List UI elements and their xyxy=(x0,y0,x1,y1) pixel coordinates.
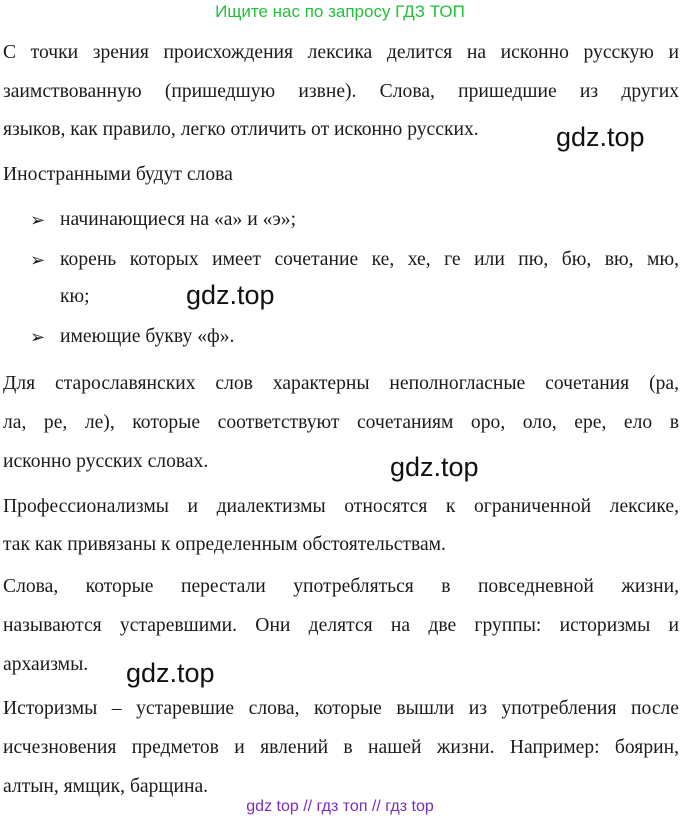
watermark: gdz.top xyxy=(390,452,479,482)
paragraph-line: алтын, ямщик, барщина. xyxy=(3,776,209,797)
bullet-arrow-icon: ➢ xyxy=(30,210,46,230)
bullet-item-continuation: кю; xyxy=(60,286,90,307)
paragraph-line: Профессионализмы и диалектизмы относятся к ограниченной лексике, xyxy=(3,496,679,517)
paragraph-line: Слова, которые перестали употребляться в повседневной жизни, xyxy=(3,576,679,597)
watermark: gdz.top xyxy=(556,122,645,152)
paragraph-line: Иностранными будут слова xyxy=(3,164,233,185)
watermark: gdz.top xyxy=(186,280,275,310)
paragraph-line: языков, как правило, легко отличить от исконно русских. xyxy=(3,119,479,140)
bullet-item: имеющие букву «ф». xyxy=(60,326,235,347)
paragraph-line: называются устаревшими. Они делятся на две группы: историзмы и xyxy=(3,615,679,636)
bullet-arrow-icon: ➢ xyxy=(30,250,46,270)
paragraph-line: архаизмы. xyxy=(3,654,89,675)
paragraph-line: заимствованную (пришедшую извне). Слова, пришедшие из других xyxy=(3,81,679,102)
bullet-item: корень которых имеет сочетание ке, хе, ге или пю, бю, вю, мю, xyxy=(60,249,679,270)
watermark: gdz.top xyxy=(126,658,215,688)
search-banner: Ищите нас по запросу ГДЗ ТОП xyxy=(215,2,465,21)
bullet-arrow-icon: ➢ xyxy=(30,327,46,347)
paragraph-line: ла, ре, ле), которые соответствуют сочетаниям оро, оло, ере, ело в xyxy=(3,412,679,433)
footer-watermark: gdz top // гдз топ // гдз top xyxy=(246,798,434,815)
paragraph-line: Для старославянских слов характерны неполногласные сочетания (ра, xyxy=(3,373,679,394)
paragraph-line: Историзмы – устаревшие слова, которые вышли из употребления после xyxy=(3,698,679,719)
paragraph-line: С точки зрения происхождения лексика делится на исконно русскую и xyxy=(3,42,679,63)
paragraph-line: исконно русских словах. xyxy=(3,451,209,472)
bullet-item: начинающиеся на «а» и «э»; xyxy=(60,209,297,230)
paragraph-line: так как привязаны к определенным обстоятельствам. xyxy=(3,534,446,555)
paragraph-line: исчезновения предметов и явлений в нашей жизни. Например: боярин, xyxy=(3,737,679,758)
